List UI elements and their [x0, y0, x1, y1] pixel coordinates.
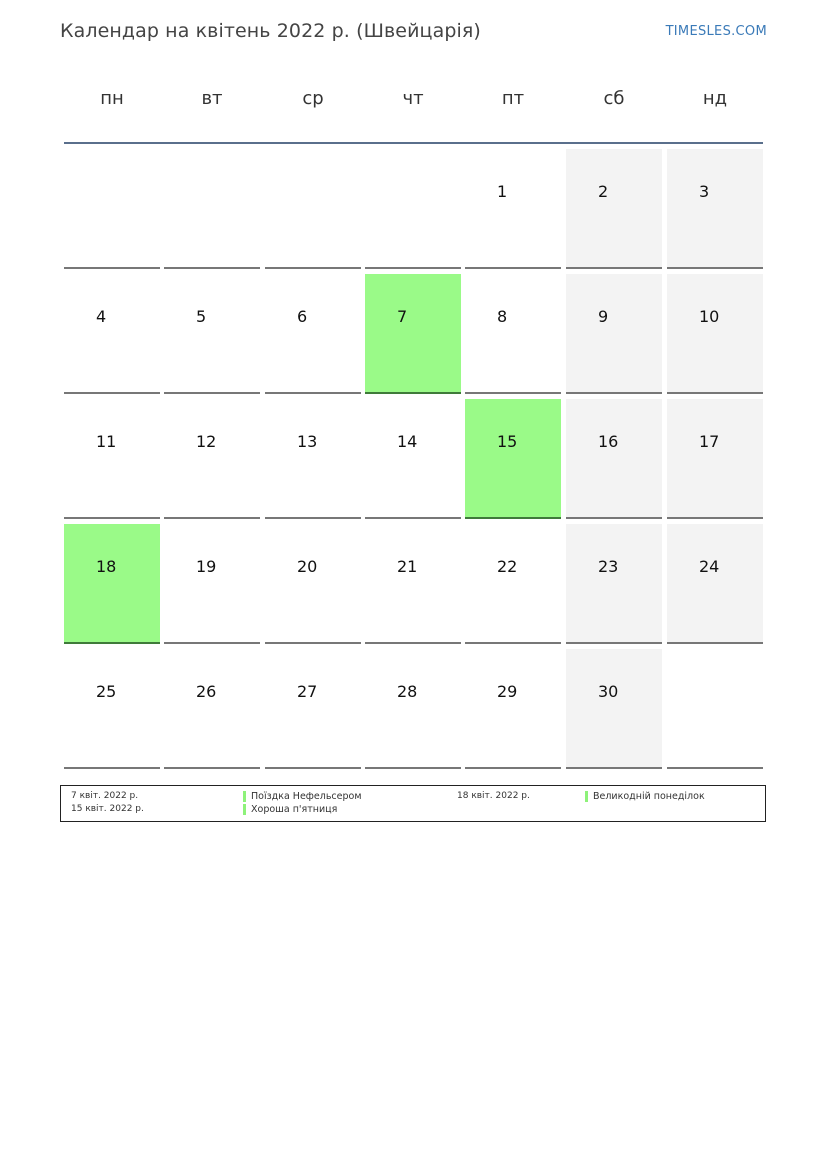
day-number: 2: [598, 182, 609, 201]
weekday-wed: ср: [302, 88, 324, 109]
empty-day-cell: [265, 149, 361, 269]
weekday-sat: сб: [603, 88, 625, 109]
day-number: 4: [96, 307, 107, 326]
day-cell[interactable]: [667, 524, 763, 644]
calendar-grid: [64, 149, 763, 771]
day-cell[interactable]: [465, 649, 561, 769]
weekday-thu: чт: [402, 88, 424, 109]
day-cell[interactable]: [365, 399, 461, 519]
day-cell[interactable]: [566, 149, 662, 269]
day-cell[interactable]: [566, 524, 662, 644]
day-cell[interactable]: [667, 399, 763, 519]
empty-day-cell: [64, 149, 160, 269]
day-number: 13: [297, 432, 318, 451]
day-cell[interactable]: [164, 274, 260, 394]
day-cell[interactable]: [566, 274, 662, 394]
header-divider: [64, 142, 763, 144]
day-number: 12: [196, 432, 217, 451]
day-cell[interactable]: [365, 274, 461, 394]
day-number: 19: [196, 557, 217, 576]
day-number: 21: [397, 557, 418, 576]
day-cell[interactable]: [365, 524, 461, 644]
day-number: 24: [699, 557, 720, 576]
day-cell[interactable]: [64, 524, 160, 644]
day-cell[interactable]: [465, 149, 561, 269]
empty-day-cell: [365, 149, 461, 269]
day-number: 18: [96, 557, 117, 576]
weekday-mon: пн: [100, 88, 124, 109]
weekday-fri: пт: [501, 88, 525, 109]
day-number: 17: [699, 432, 720, 451]
day-number: 15: [497, 432, 518, 451]
day-cell[interactable]: [64, 649, 160, 769]
day-cell[interactable]: [566, 649, 662, 769]
empty-day-cell: [667, 649, 763, 769]
day-number: 26: [196, 682, 217, 701]
day-number: 29: [497, 682, 518, 701]
holiday-color-marker: [243, 791, 246, 802]
day-cell[interactable]: [265, 274, 361, 394]
day-number: 25: [96, 682, 117, 701]
day-number: 27: [297, 682, 318, 701]
legend-holiday-name: [243, 804, 337, 815]
day-cell[interactable]: [365, 649, 461, 769]
day-number: 1: [497, 182, 508, 201]
day-number: 7: [397, 307, 408, 326]
day-number: 8: [497, 307, 508, 326]
day-cell[interactable]: [465, 399, 561, 519]
holiday-color-marker: [243, 804, 246, 815]
page-title: Календар на квітень 2022 р. (Швейцарія): [60, 20, 481, 42]
day-cell[interactable]: [465, 524, 561, 644]
day-number: 6: [297, 307, 308, 326]
day-cell[interactable]: [64, 399, 160, 519]
day-number: 16: [598, 432, 619, 451]
weekday-tue: вт: [201, 88, 223, 109]
legend-holiday-name: [585, 791, 705, 802]
weekday-header: [64, 88, 763, 122]
day-cell[interactable]: [164, 399, 260, 519]
day-cell[interactable]: [164, 524, 260, 644]
day-number: 20: [297, 557, 318, 576]
day-number: 3: [699, 182, 710, 201]
brand-link[interactable]: TIMESLES.COM: [665, 24, 767, 39]
day-cell[interactable]: [667, 274, 763, 394]
day-number: 22: [497, 557, 518, 576]
day-number: 11: [96, 432, 117, 451]
legend-date: 7 квіт. 2022 р.: [71, 791, 139, 801]
day-number: 28: [397, 682, 418, 701]
day-cell[interactable]: [667, 149, 763, 269]
weekday-sun: нд: [702, 88, 728, 109]
day-number: 10: [699, 307, 720, 326]
legend-date: 15 квіт. 2022 р.: [71, 804, 144, 814]
holiday-legend: [60, 785, 766, 822]
legend-date: 18 квіт. 2022 р.: [457, 791, 530, 801]
day-cell[interactable]: [566, 399, 662, 519]
day-number: 23: [598, 557, 619, 576]
day-number: 9: [598, 307, 609, 326]
day-number: 5: [196, 307, 207, 326]
holiday-color-marker: [585, 791, 588, 802]
day-cell[interactable]: [265, 524, 361, 644]
day-cell[interactable]: [465, 274, 561, 394]
legend-name-text: Великодній понеділок: [593, 791, 705, 802]
legend-name-text: Поїздка Нефельсером: [251, 791, 362, 802]
day-number: 30: [598, 682, 619, 701]
day-cell[interactable]: [265, 399, 361, 519]
legend-holiday-name: [243, 791, 362, 802]
day-cell[interactable]: [265, 649, 361, 769]
day-cell[interactable]: [164, 649, 260, 769]
day-number: 14: [397, 432, 418, 451]
legend-name-text: Хороша п'ятниця: [251, 804, 338, 815]
day-cell[interactable]: [64, 274, 160, 394]
empty-day-cell: [164, 149, 260, 269]
